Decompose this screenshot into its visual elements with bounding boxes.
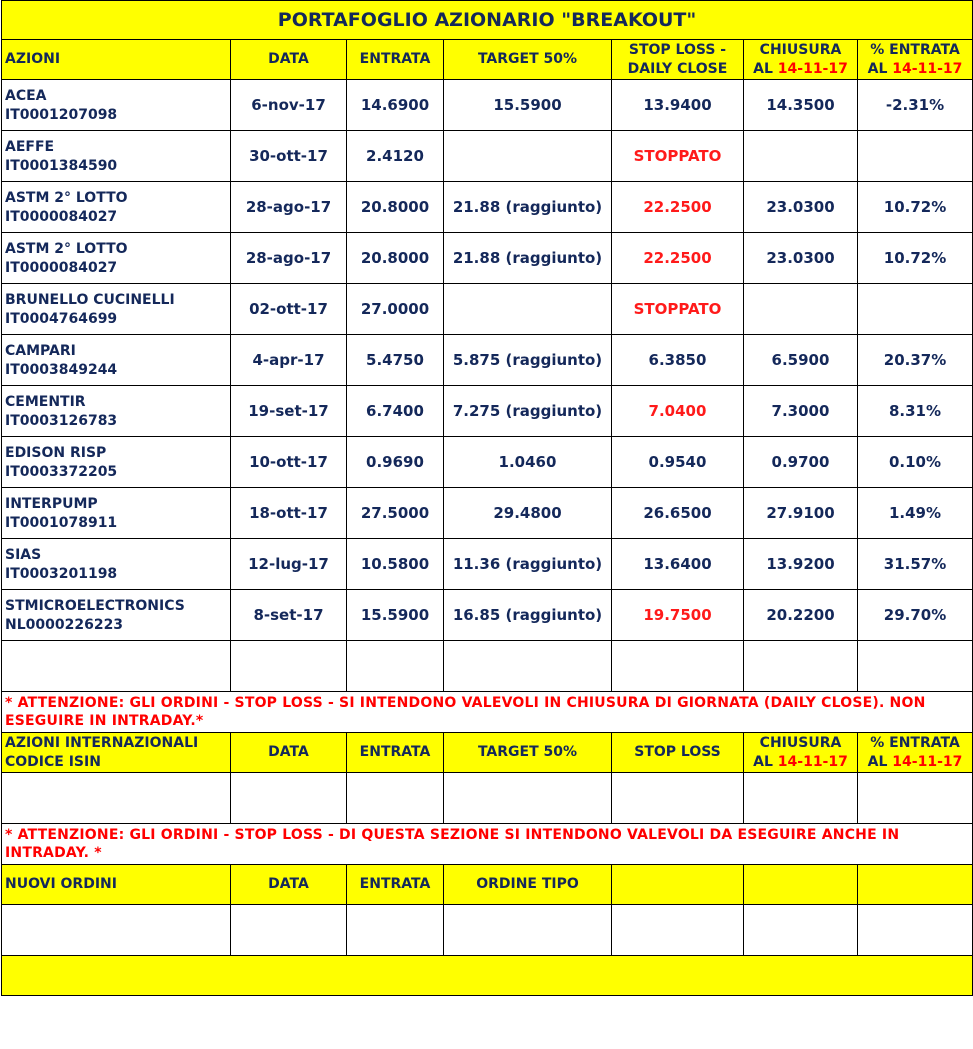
stock-entrata: 14.6900	[347, 80, 444, 131]
intl-header-pct-entrata	[858, 733, 973, 773]
stock-isin: IT0001078911	[5, 515, 118, 531]
stock-data: 19-set-17	[231, 386, 347, 437]
stock-stop-loss: 7.0400	[612, 386, 744, 437]
stock-entrata: 15.5900	[347, 590, 444, 641]
stock-entrata: 27.0000	[347, 284, 444, 335]
orders-header-blank	[612, 865, 744, 905]
empty-cell	[231, 905, 347, 956]
intl-header-pct-line1: % ENTRATA	[870, 734, 960, 751]
intl-header-chiusura-date: 14-11-17	[777, 753, 848, 770]
intl-header-pct-date: 14-11-17	[892, 753, 963, 770]
stock-target: 16.85 (raggiunto)	[444, 590, 612, 641]
stock-name-cell	[2, 488, 231, 539]
stock-pct-entrata: -2.31%	[858, 80, 973, 131]
table-row	[2, 386, 973, 437]
stock-stop-loss: 19.7500	[612, 590, 744, 641]
stock-name: ACEA	[5, 88, 47, 104]
stock-stop-loss: 22.2500	[612, 182, 744, 233]
stock-target: 7.275 (raggiunto)	[444, 386, 612, 437]
table-row	[2, 488, 973, 539]
stock-chiusura: 14.3500	[744, 80, 858, 131]
orders-header-nuovi: NUOVI ORDINI	[2, 865, 231, 905]
empty-cell	[2, 773, 231, 824]
stock-pct-entrata: 1.49%	[858, 488, 973, 539]
empty-cell	[612, 641, 744, 692]
stock-name: CEMENTIR	[5, 394, 86, 410]
stock-pct-entrata: 10.72%	[858, 233, 973, 284]
portfolio-table	[1, 0, 973, 996]
stock-data: 02-ott-17	[231, 284, 347, 335]
intl-header-chiusura	[744, 733, 858, 773]
table-row	[2, 80, 973, 131]
stock-name-cell	[2, 386, 231, 437]
stock-target: 21.88 (raggiunto)	[444, 233, 612, 284]
stock-data: 28-ago-17	[231, 182, 347, 233]
stock-stop-loss: 13.9400	[612, 80, 744, 131]
header-pct-line1: % ENTRATA	[870, 41, 960, 58]
empty-cell	[858, 773, 973, 824]
empty-row	[2, 641, 973, 692]
stock-name: SIAS	[5, 547, 42, 563]
orders-header-blank	[858, 865, 973, 905]
stock-chiusura: 0.9700	[744, 437, 858, 488]
empty-cell	[744, 773, 858, 824]
stock-target	[444, 284, 612, 335]
table-row	[2, 233, 973, 284]
stock-entrata: 20.8000	[347, 233, 444, 284]
stock-isin: IT0003126783	[5, 413, 118, 429]
stock-data: 28-ago-17	[231, 233, 347, 284]
stock-chiusura: 27.9100	[744, 488, 858, 539]
note-row-intraday	[2, 824, 973, 865]
table-row	[2, 590, 973, 641]
empty-cell	[858, 905, 973, 956]
stock-pct-entrata: 31.57%	[858, 539, 973, 590]
table-row	[2, 131, 973, 182]
stock-pct-entrata: 0.10%	[858, 437, 973, 488]
header-chiusura-date: 14-11-17	[777, 60, 848, 77]
header-azioni: AZIONI	[2, 40, 231, 80]
table-row	[2, 335, 973, 386]
stock-data: 18-ott-17	[231, 488, 347, 539]
stock-chiusura: 20.2200	[744, 590, 858, 641]
intl-header-azioni-line2: CODICE ISIN	[5, 753, 101, 770]
stock-name-cell	[2, 233, 231, 284]
stock-name: AEFFE	[5, 139, 55, 155]
stock-entrata: 2.4120	[347, 131, 444, 182]
intl-header-target: TARGET 50%	[444, 733, 612, 773]
stock-name-cell	[2, 182, 231, 233]
stock-target: 21.88 (raggiunto)	[444, 182, 612, 233]
stock-name: BRUNELLO CUCINELLI	[5, 292, 175, 308]
header-pct-date: 14-11-17	[892, 60, 963, 77]
stock-stop-loss: 6.3850	[612, 335, 744, 386]
stock-data: 4-apr-17	[231, 335, 347, 386]
stock-stop-loss: 22.2500	[612, 233, 744, 284]
stock-pct-entrata: 29.70%	[858, 590, 973, 641]
intl-header-data: DATA	[231, 733, 347, 773]
stock-entrata: 0.9690	[347, 437, 444, 488]
stock-name: STMICROELECTRONICS	[5, 598, 185, 614]
header-pct-entrata	[858, 40, 973, 80]
stock-name-cell	[2, 437, 231, 488]
stock-name-cell	[2, 335, 231, 386]
stock-entrata: 20.8000	[347, 182, 444, 233]
footer-row	[2, 956, 973, 996]
orders-header-entrata: ENTRATA	[347, 865, 444, 905]
stock-isin: IT0004764699	[5, 311, 118, 327]
stock-name-cell	[2, 284, 231, 335]
stock-chiusura: 23.0300	[744, 182, 858, 233]
stock-isin: NL0000226223	[5, 617, 124, 633]
empty-cell	[612, 905, 744, 956]
stock-data: 8-set-17	[231, 590, 347, 641]
orders-header-data: DATA	[231, 865, 347, 905]
stock-entrata: 6.7400	[347, 386, 444, 437]
stock-target: 1.0460	[444, 437, 612, 488]
header-entrata: ENTRATA	[347, 40, 444, 80]
header-data: DATA	[231, 40, 347, 80]
header-target: TARGET 50%	[444, 40, 612, 80]
stock-data: 6-nov-17	[231, 80, 347, 131]
empty-cell	[347, 773, 444, 824]
intl-empty-row	[2, 773, 973, 824]
intl-header-entrata: ENTRATA	[347, 733, 444, 773]
header-pct-al: AL	[867, 60, 888, 77]
page-title: PORTAFOGLIO AZIONARIO "BREAKOUT"	[2, 1, 973, 40]
stock-pct-entrata: 20.37%	[858, 335, 973, 386]
stock-chiusura: 7.3000	[744, 386, 858, 437]
table-row	[2, 284, 973, 335]
intl-header-row	[2, 733, 973, 773]
orders-empty-row	[2, 905, 973, 956]
intl-header-azioni	[2, 733, 231, 773]
stock-name-cell	[2, 131, 231, 182]
stock-chiusura	[744, 284, 858, 335]
empty-cell	[231, 641, 347, 692]
empty-cell	[347, 641, 444, 692]
stock-stop-loss: STOPPATO	[612, 131, 744, 182]
empty-cell	[231, 773, 347, 824]
header-stop-line2: DAILY CLOSE	[627, 60, 728, 77]
stock-target: 29.4800	[444, 488, 612, 539]
orders-header-tipo: ORDINE TIPO	[444, 865, 612, 905]
stock-entrata: 10.5800	[347, 539, 444, 590]
orders-header-blank	[744, 865, 858, 905]
empty-cell	[744, 641, 858, 692]
header-chiusura	[744, 40, 858, 80]
stock-isin: IT0000084027	[5, 209, 118, 225]
note-daily-close: * ATTENZIONE: GLI ORDINI - STOP LOSS - SI INTENDONO VALEVOLI IN CHIUSURA DI GIORNATA (DAILY CLOSE). NON ESEGUIRE IN INTRADAY.*	[2, 692, 973, 733]
empty-cell	[858, 641, 973, 692]
empty-cell	[444, 905, 612, 956]
empty-cell	[347, 905, 444, 956]
stock-name-cell	[2, 80, 231, 131]
stock-chiusura: 6.5900	[744, 335, 858, 386]
stock-isin: IT0003201198	[5, 566, 118, 582]
intl-header-azioni-line1: AZIONI INTERNAZIONALI	[5, 734, 199, 751]
stock-entrata: 27.5000	[347, 488, 444, 539]
stock-chiusura: 23.0300	[744, 233, 858, 284]
stock-target: 15.5900	[444, 80, 612, 131]
intl-header-stop-loss: STOP LOSS	[612, 733, 744, 773]
stock-stop-loss: 0.9540	[612, 437, 744, 488]
stock-pct-entrata: 8.31%	[858, 386, 973, 437]
header-chiusura-line1: CHIUSURA	[759, 41, 842, 58]
note-row-daily-close	[2, 692, 973, 733]
header-chiusura-al: AL	[753, 60, 773, 77]
stock-name-cell	[2, 590, 231, 641]
empty-cell	[2, 641, 231, 692]
orders-header-row	[2, 865, 973, 905]
stock-data: 10-ott-17	[231, 437, 347, 488]
stock-isin: IT0000084027	[5, 260, 118, 276]
stock-isin: IT0001207098	[5, 107, 118, 123]
header-stop-line1: STOP LOSS -	[628, 41, 727, 58]
stock-pct-entrata: 10.72%	[858, 182, 973, 233]
stock-isin: IT0003372205	[5, 464, 118, 480]
stock-target: 11.36 (raggiunto)	[444, 539, 612, 590]
empty-cell	[444, 641, 612, 692]
stock-chiusura: 13.9200	[744, 539, 858, 590]
stock-pct-entrata	[858, 284, 973, 335]
stock-stop-loss: STOPPATO	[612, 284, 744, 335]
empty-cell	[2, 905, 231, 956]
empty-cell	[744, 905, 858, 956]
stock-entrata: 5.4750	[347, 335, 444, 386]
stock-name: EDISON RISP	[5, 445, 107, 461]
stock-chiusura	[744, 131, 858, 182]
intl-header-pct-al: AL	[867, 753, 888, 770]
table-row	[2, 539, 973, 590]
intl-header-chiusura-al: AL	[753, 753, 773, 770]
stock-isin: IT0003849244	[5, 362, 118, 378]
intl-header-chiusura-line1: CHIUSURA	[759, 734, 842, 751]
stock-name: ASTM 2° LOTTO	[5, 241, 128, 257]
empty-cell	[612, 773, 744, 824]
stock-data: 12-lug-17	[231, 539, 347, 590]
stock-stop-loss: 13.6400	[612, 539, 744, 590]
header-stop-loss	[612, 40, 744, 80]
stock-name: CAMPARI	[5, 343, 76, 359]
stock-name: ASTM 2° LOTTO	[5, 190, 128, 206]
stock-name-cell	[2, 539, 231, 590]
stock-name: INTERPUMP	[5, 496, 98, 512]
table-row	[2, 182, 973, 233]
empty-cell	[444, 773, 612, 824]
stock-target: 5.875 (raggiunto)	[444, 335, 612, 386]
table-row	[2, 437, 973, 488]
footer-bar	[2, 956, 973, 996]
stock-pct-entrata	[858, 131, 973, 182]
note-intraday: * ATTENZIONE: GLI ORDINI - STOP LOSS - DI QUESTA SEZIONE SI INTENDONO VALEVOLI DA ESEGUIRE ANCHE IN INTRADAY. *	[2, 824, 973, 865]
main-header-row	[2, 40, 973, 80]
stock-target	[444, 131, 612, 182]
stock-isin: IT0001384590	[5, 158, 118, 174]
stock-data: 30-ott-17	[231, 131, 347, 182]
stock-stop-loss: 26.6500	[612, 488, 744, 539]
